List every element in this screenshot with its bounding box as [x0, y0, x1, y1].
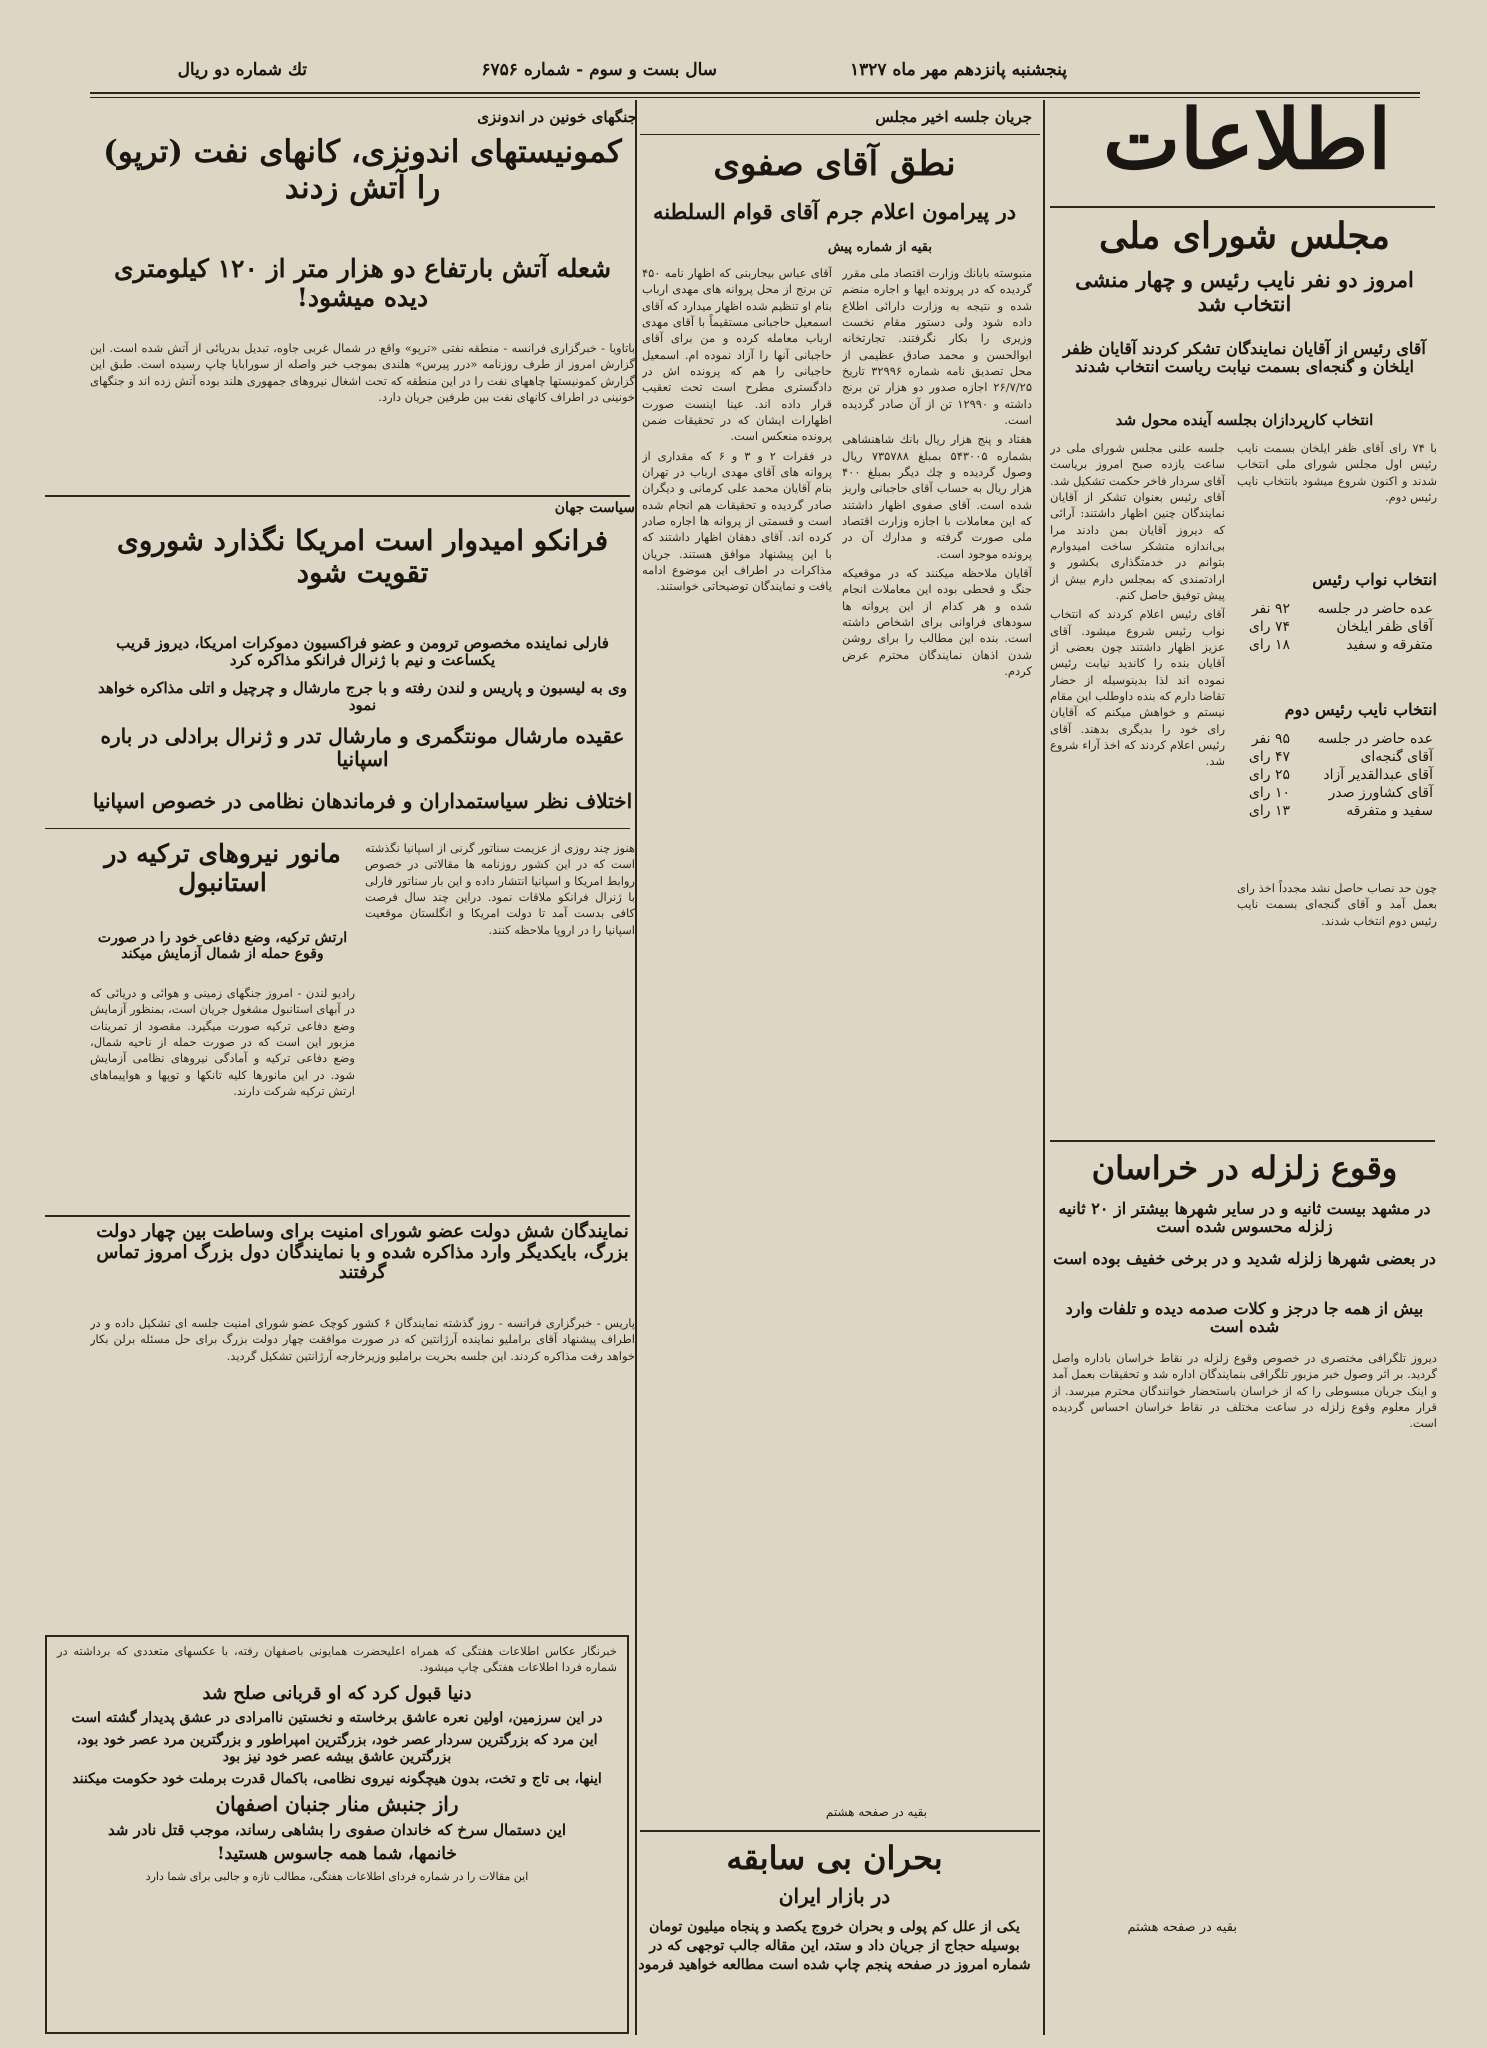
indonesia-kicker: جنگهای خونین در اندونزی: [477, 108, 637, 126]
parliament-paragraph-2: آقای رئیس اعلام کردند که انتخاب نواب رئیس شروع میشود. آقای عزیز اظهار داشتند چون بعضی از آقایان بنده را کاندید نیابت رئیس نموده اند لذا بدینوسیله از حضار تقاضا دارم که بنده داوطلب این مقام نیستم و خواهش میکنم که آقایان رای خود را بدیگری بدهند. آقای رئیس اعلام کردند که اخذ آراء شروع شد.: [1050, 607, 1225, 769]
parliament-body-c: [1237, 880, 1437, 1130]
franco-sub-2: وی به لیسبون و پاریس و لندن رفته و با جرج مارشال و چرچیل و اتلی مذاکره خواهد نمود: [98, 679, 627, 715]
vote-row: آقای عبدالقدیر آزاد ۲۵ رای: [1248, 767, 1433, 783]
vote-row: آقای ظفر ایلخان ۷۴ رای: [1248, 619, 1433, 635]
speech-subheadline: در پیرامون اعلام جرم آقای قوام السلطنه: [652, 199, 1017, 224]
spain-paragraph: هنوز چند روزی از عزیمت سناتور گرنی از اسپانیا نگذشته است که در این کشور روزنامه ها مقالاتی در خصوص روابط امریکا و اسپانیا انتشار داده و این بار سناتور فارلی با ژنرال فرانکو ملاقات نمود. دراین چند سال فرصت کافی بدست آمد تا دولت امریکا و انگلستان موقعیت اسپانیا را در اروپا ملاحظه کنند.: [365, 841, 635, 937]
world-top-rule: [45, 495, 630, 497]
vote-row: آقای کشاورز صدر ۱۰ رای: [1248, 785, 1433, 801]
security-headline: نمایندگان شش دولت عضو شورای امنیت برای وساطت بین چهار دولت بزرگ، بایکدیگر وارد مذاکره شده و با نمایندگان دول بزرگ امروز تماس گرفتند: [96, 1221, 629, 1284]
session-kicker-rule: [640, 134, 1040, 135]
votes-table-1: [1237, 600, 1437, 654]
indonesia-subheadline: شعله آتش بارتفاع دو هزار متر از ۱۲۰ کیلومتری دیده میشود!: [113, 254, 612, 312]
quake-body: [1052, 1350, 1437, 1910]
column-rule-right: [1043, 100, 1045, 2035]
speech-continued: بقیه در صفحه هشتم: [825, 1805, 927, 1819]
speech-paragraph-c: در فقرات ۲ و ۳ و ۶ که مقداری از پروانه های آقای مهدی ارباب در تهران بنام آقایان محمد علی کرمانی و دیگران صادر گردیده و تحقیقات هم انجام شده است و قسمتی از پروانه ها اجاره صادر کرده اند. آقای دهقان اظهار داشتند که با این پیشنهاد موافق هستند. جریان مذاکرات در اطراف این موضوع ادامه یافت و نمایندگان توضیحاتی خواستند.: [642, 448, 832, 594]
turkey-subheadline: ارتش ترکیه، وضع دفاعی خود را در صورت وقوع حمله از شمال آزمایش میکند: [97, 930, 348, 963]
speech-headline: نطق آقای صفوی: [713, 144, 956, 184]
world-section-label: سیاست جهان: [554, 500, 635, 516]
turkey-body: [90, 985, 355, 1210]
quake-continued: بقیه در صفحه هشتم: [1127, 1920, 1237, 1935]
speech-body-right: [642, 265, 832, 1795]
speech-paragraph-a: آقای عباس بیجاربنی که اظهار نامه ۴۵۰ تن برنج از محل پروانه های مهدی ارباب بنام او تنظیم شده اظهار میدارد که آقای اسمعیل حاجبانی مستقیماً با آقای مهدی ارباب معامله کرده و من برای آقای حاجبانی آنها را آزاد نموده ام. اسمعیل حاجبانی را هم که پرونده اش در دادگستری مطرح است تحت تعقیب قرار داده اند. عینا اینست صورت اظهارات ایشان که در تحقیقات ضمن پرونده منعکس است.: [642, 266, 832, 444]
quake-sub-2: در بعضی شهرها زلزله شدید و در برخی خفیف بوده است: [1053, 1249, 1436, 1268]
indonesia-body: [90, 340, 635, 490]
weekly-box-title-7: خانمها، شما همه جاسوس هستید!: [217, 1843, 457, 1864]
spain-body: [365, 840, 635, 1210]
issue-date: پنجشنبه پانزدهم مهر ماه ۱۳۲۷: [850, 60, 1067, 80]
session-kicker: جریان جلسه اخیر مجلس: [875, 108, 1032, 126]
crisis-subheadline: در بازار ایران: [778, 1884, 891, 1908]
quake-headline: وقوع زلزله در خراسان: [1091, 1149, 1398, 1187]
speech-paragraph-b: منبوسته بابانك وزارت اقتصاد ملی مقرر گردیده که در پرونده ایها و اجاره منضم شده و نتیجه به وزارت دارائی اطلاع داده شود ولی دستور مقام نخست وزیری را بکار نگرفتند. تجارتخانه ابوالحسن و محمد صادق عظیمی از محل تصدیق نامه شماره ۳۲۹۹۶ تاریخ ۲۶/۷/۲۵ اجازه صدور دو هزار تن برنج داشته و ۱۲۹۹۰ تن از آن صادر گردیده است.: [842, 266, 1032, 427]
vote-row: عده حاضر در جلسه ۹۲ نفر: [1251, 601, 1433, 617]
speech-paragraph-e: آقایان ملاحظه میکنند که در موقعیکه جنگ و قحطی بوده این معاملات انجام شده و هر کدام از این پروانه ها سودهای فراوانی برای اشخاص داشته است. بنده این مطالب را برای روشن شدن اذهان نمایندگان محترم عرض کردم.: [842, 565, 1032, 678]
parliament-paragraph-3: با ۷۴ رای آقای ظفر ایلخان بسمت نایب رئیس اول مجلس شورای ملی انتخاب شدند و اکنون شروع میشود بانتخاب نایب رئیس دوم.: [1237, 441, 1437, 504]
weekly-box-title-3: این مرد که بزرگترین سردار عصر خود، بزرگترین امپراطور و بزرگترین مرد عصر خود بود، بزرگترین عاشق بیشه عصر خود نیز بود: [76, 1732, 598, 1765]
weekly-box-title-4: اینها، بی تاج و تخت، بدون هیچگونه نیروی نظامی، باکمال قدرت برملت خود حکومت میکنند: [72, 1770, 602, 1787]
turkey-paragraph: رادیو لندن - امروز جنگهای زمینی و هوائی و دریائی که در آبهای استانبول مشغول جریان است، بمنظور آزمایش وضع دفاعی ترکیه صورت میگیرد. مقصود از تمرینات مزبور این است که در صورت حمله از ناحیه شمال، وضع دفاعی ترکیه و آمادگی نیروهای نظامی آزمایش شود. در این مانورها کلیه تانکها و توپها و هواپیماهای ارتش ترکیه شرکت دارند.: [90, 986, 355, 1098]
franco-headline: فرانکو امیدوار است امریکا نگذارد شوروی تقویت شود: [116, 524, 609, 590]
franco-sub-4: اختلاف نظر سیاستمداران و فرماندهان نظامی در خصوص اسپانیا: [92, 789, 633, 813]
parliament-subheadline: امروز دو نفر نایب رئیس و چهار منشی انتخاب شد: [1075, 267, 1414, 317]
weekly-box-title-6: این دستمال سرخ که خاندان صفوی را بشاهی رساند، موجب قتل نادر شد: [107, 1820, 567, 1839]
sub-second-vice: انتخاب نایب رئیس دوم: [1284, 700, 1437, 719]
turkey-top-rule: [45, 828, 630, 829]
weekly-box-title-1: دنیا قبول کرد که او قربانی صلح شد: [202, 1682, 472, 1704]
franco-sub-1: فارلی نماینده مخصوص ترومن و عضو فراکسیون دموکرات امریکا، دیروز قریب یکساعت و نیم با ژنرال فرانکو مذاکره کرد: [116, 634, 609, 670]
parliament-body-b: [1237, 440, 1437, 560]
crisis-top-rule: [640, 1830, 1040, 1832]
quake-paragraph: دیروز تلگرافی مختصری در خصوص وقوع زلزله در نقاط خراسان باداره واصل گردید. بر اثر وصول خبر مزبور تلگرافی بنمایندگان اداره شد و تحقیقات بعمل آمد و اینک جریان مبسوطی را که از خراسان باستحضار خوانندگان محترم میرسد. از قرار معلوم وقوع زلزله در ساعت مختلف در نقاط خراسان احساس گردیده است.: [1052, 1351, 1437, 1431]
weekly-box-footer: این مقالات را در شماره فردای اطلاعات هفتگی، مطالب تازه و جالبی برای شما دارد: [145, 1869, 529, 1883]
continued-from: بقیه از شماره پیش: [827, 240, 932, 255]
indonesia-headline: کمونیستهای اندونزی، کانهای نفت (ترپو) را آتش زدند: [103, 134, 622, 206]
vote-row: متفرقه و سفید ۱۸ رای: [1248, 637, 1433, 653]
parliament-paragraph-1: جلسه علنی مجلس شورای ملی در ساعت یازده صبح امروز بریاست آقای سردار فاخر حکمت تشکیل شد. آقای رئیس بعنوان تشکر از آقایان نمایندگان چنین اظهار داشتند: آرائی که دیروز آقایان بمن دادند مرا بی‌اندازه متشکر ساخت امیدوارم بتوانم در خدمتگذاری بکشور و ارادتمندی که بمجلس دارم بیش از پیش توفیق حاصل کنم.: [1050, 441, 1225, 602]
weekly-box: [45, 1635, 629, 2034]
issue-price: تك شماره دو ريال: [177, 60, 307, 80]
masthead-logo: اطلاعات: [1102, 92, 1392, 188]
column-rule-left: [635, 100, 637, 2035]
speech-paragraph-d: هفتاد و پنج هزار ریال بانك شاهنشاهی بشماره ۵۴۳۰۰۵ بمبلغ ۷۳۵۷۸۸ ریال وصول گردیده و چك دیگر بمبلغ ۴۰۰ هزار ریال به حساب آقای حاجبانی واریز شده است. آقای صفوی اظهار داشتند که این معاملات با اجازه وزارت اقتصاد ملی صورت گرفته و مدارك آن در پرونده موجود است.: [842, 432, 1032, 561]
crisis-headline: بحران بی سابقه: [726, 1839, 943, 1877]
masthead-rule: [1050, 206, 1435, 208]
weekly-box-intro: خبرنگار عکاس اطلاعات هفتگی که همراه اعلیحضرت همایونی باصفهان رفته، با عکسهای متعددی که برداشته در شماره فردا اطلاعات هفتگی چاپ میشود.: [57, 1644, 617, 1675]
crisis-body: یکی از علل کم پولی و بحران خروج یکصد و پنجاه میلیون تومان بوسیله حجاج از جریان داد و ستد، این مقاله جالب توجهی که در شماره امروز در صفحه پنجم چاپ شده است مطالعه خواهید فرمود: [638, 1919, 1031, 1973]
votes-table-2: [1237, 730, 1437, 820]
weekly-box-title-2: در این سرزمین، اولین نعره عاشق برخاسته و نخستین ناامرادی در عشق پدیدار گشته است: [71, 1710, 603, 1727]
franco-sub-3: عقیده مارشال مونتگمری و مارشال تدر و ژنرال برادلی در باره اسپانیا: [100, 724, 625, 771]
vote-row: آقای گنجه‌ای ۴۷ رای: [1248, 749, 1433, 765]
parliament-body-a: [1050, 440, 1225, 1125]
quake-sub-1: در مشهد بیست ثانیه و در سایر شهرها بیشتر از ۲۰ ثانیه زلزله محسوس شده است: [1058, 1199, 1431, 1237]
turkey-headline: مانور نیروهای ترکیه در استانبول: [104, 839, 341, 897]
parliament-headline: مجلس شورای ملی: [1099, 215, 1390, 257]
vote-row: عده حاضر در جلسه ۹۵ نفر: [1251, 731, 1433, 747]
speech-body-left: [842, 265, 1032, 1795]
issue-volume: سال بست و سوم - شماره ۶۷۵۶: [481, 60, 717, 80]
indonesia-paragraph: باتاویا - خبرگزاری فرانسه - منطقه نفتی «ترپو» واقع در شمال غربی جاوه، تبدیل بدریائی از آتش شده است. این گزارش امروز از طرف روزنامه «درر پیرس» هلندی بموجب خبر واصله از سورابایا چاپ رسیده است. طبق این گزارش کمونیستها چاههای نفت را در این منطقه که تحت اشغال نیروهای جمهوری هلند بوده آتش زده اند و جنگهای خونینی در اطراف کانهای نفت بین طرفین جریان دارد.: [90, 341, 635, 404]
vote-row: سفید و متفرقه ۱۳ رای: [1248, 803, 1433, 819]
quake-top-rule: [1050, 1140, 1435, 1142]
parliament-subheadline-3: انتخاب کارپردازان بجلسه آینده محول شد: [1115, 411, 1374, 429]
security-paragraph: پاریس - خبرگزاری فرانسه - روز گذشته نمایندگان ۶ کشور کوچک عضو شورای امنیت جلسه ای تشکیل داده و در اطراف پیشنهاد آقای براملیو نماینده آرژانتین که در صورت موافقت چهار دولت بزرگ برای حل مسئله برلن بکار خواهد رفت مذاکره کردند. این جلسه بحریت براملیو وزیرخارجه آرژانتین تشکیل گردید.: [90, 1316, 635, 1363]
security-top-rule: [45, 1215, 630, 1217]
parliament-subheadline-2: آقای رئیس از آقایان نمایندگان تشکر کردند آقایان ظفر ایلخان و گنجه‌ای بسمت نیابت ریاست انتخاب شدند: [1063, 339, 1426, 377]
weekly-box-title-5: راز جنبش منار جنبان اصفهان: [215, 1791, 459, 1816]
quake-sub-3: بیش از همه جا درجز و کلات صدمه دیده و تلفات وارد شده است: [1065, 1299, 1424, 1337]
security-body: [90, 1315, 635, 1625]
sub-vice-president: انتخاب نواب رئیس: [1312, 570, 1437, 589]
parliament-note: چون حد نصاب حاصل نشد مجدداً اخذ رای بعمل آمد و آقای گنجه‌ای بسمت نایب رئیس دوم انتخاب شدند.: [1237, 881, 1437, 928]
